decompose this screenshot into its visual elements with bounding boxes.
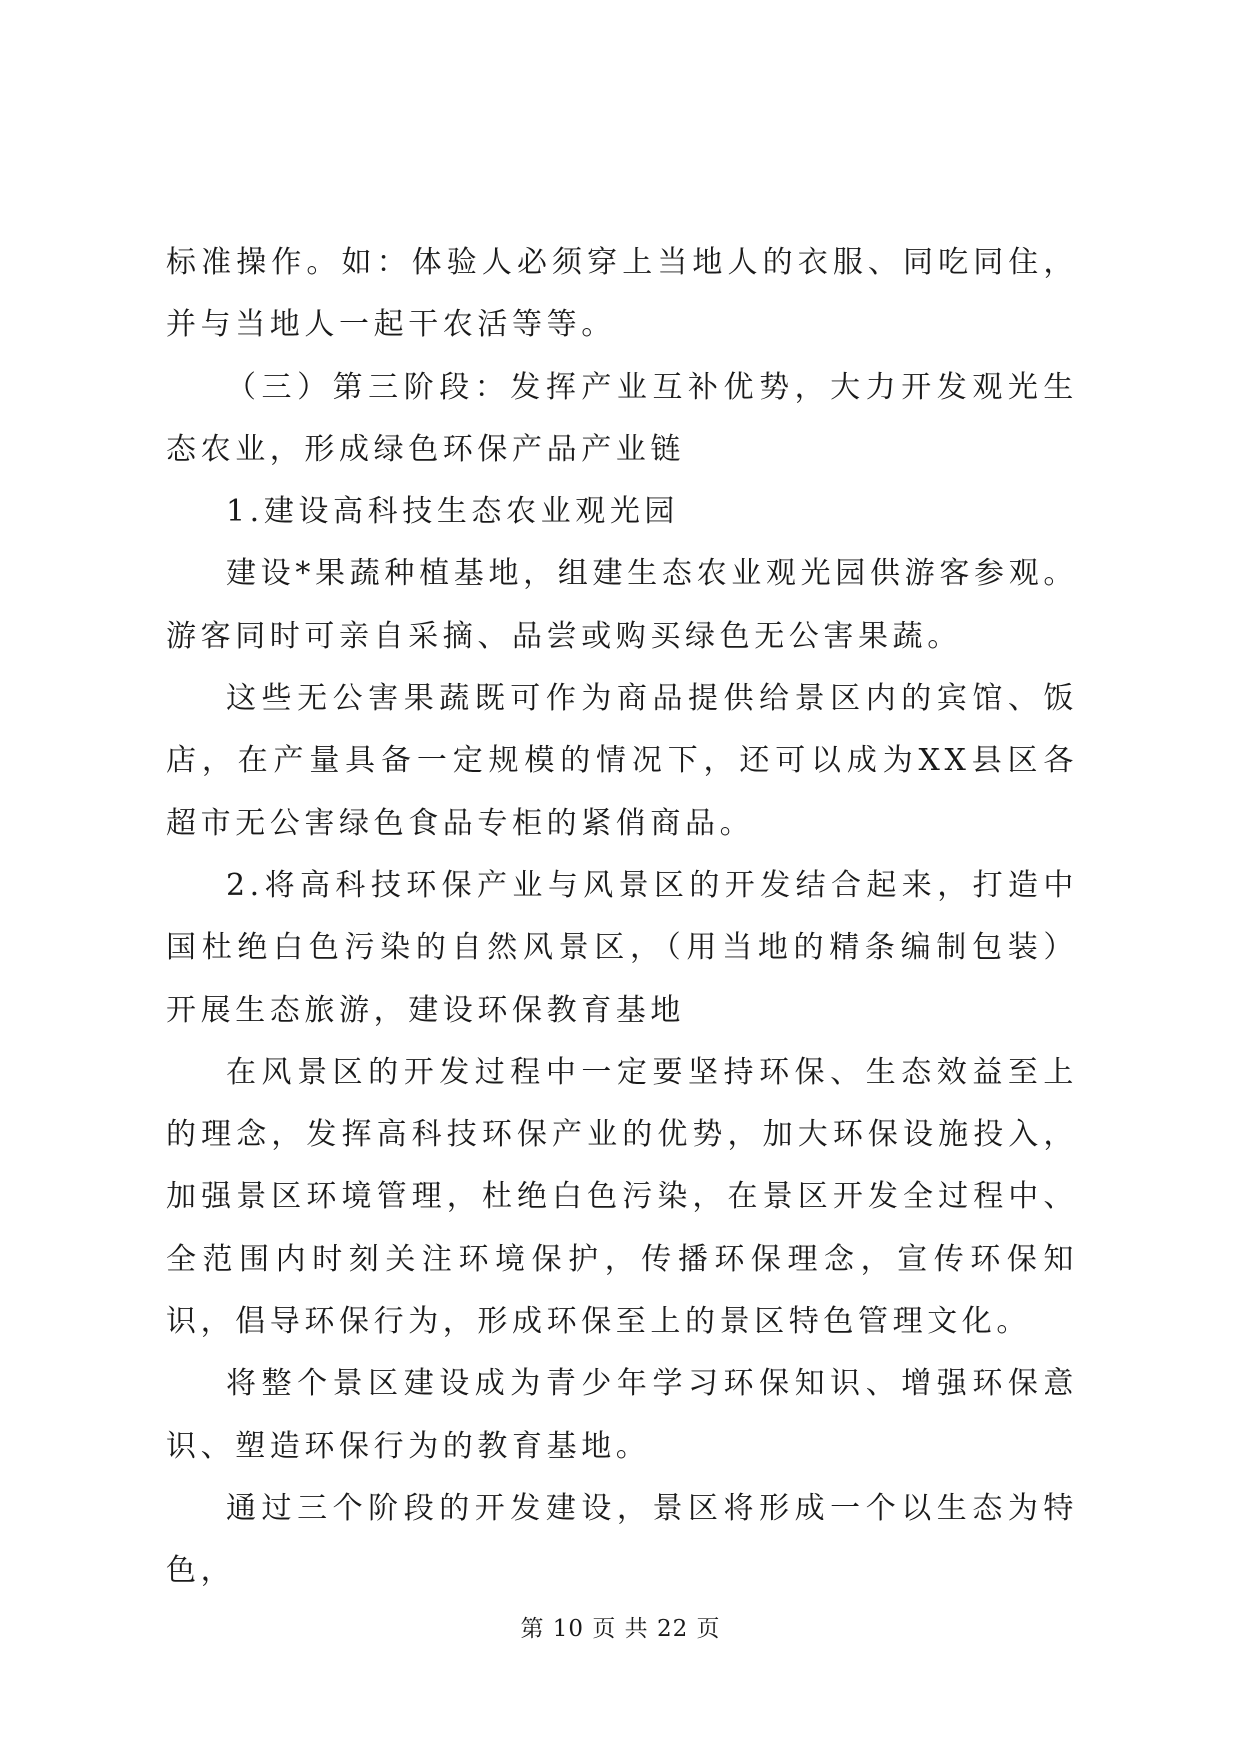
paragraph-summary: 通过三个阶段的开发建设，景区将形成一个以生态为特色， <box>166 1490 1078 1589</box>
subheading-eco-scenic-area: 2.将高科技环保产业与风景区的开发结合起来，打造中国杜绝白色污染的自然风景区，（用当地的精条编制包装）开展生态旅游，建设环保教育基地 <box>166 867 1078 1028</box>
paragraph-organic-produce: 这些无公害果蔬既可作为商品提供给景区内的宾馆、饭店，在产量具备一定规模的情况下，还可以成为XX县区各超市无公害绿色食品专柜的紧俏商品。 <box>166 681 1078 841</box>
page-number-footer: 第 10 页 共 22 页 <box>520 1616 721 1642</box>
section-heading-phase-three: （三）第三阶段：发挥产业互补优势，大力开发观光生态农业，形成绿色环保产品产业链 <box>166 369 1078 467</box>
paragraph-fruit-base: 建设*果蔬种植基地，组建生态农业观光园供游客参观。游客同时可亲自采摘、品尝或购买绿色无公害果蔬。 <box>166 556 1078 654</box>
document-body <box>166 232 1078 1603</box>
paragraph-education-base: 将整个景区建设成为青少年学习环保知识、增强环保意识、塑造环保行为的教育基地。 <box>166 1366 1078 1464</box>
paragraph-environmental-management: 在风景区的开发过程中一定要坚持环保、生态效益至上的理念，发挥高科技环保产业的优势，加大环保设施投入，加强景区环境管理，杜绝白色污染，在景区开发全过程中、全范围内时刻关注环境保护，传播环保理念，宣传环保知识，倡导环保行为，形成环保至上的景区特色管理文化。 <box>166 1054 1078 1340</box>
paragraph-continuation: 标准操作。如：体验人必须穿上当地人的衣服、同吃同住，并与当地人一起干农活等等。 <box>166 245 1078 343</box>
subheading-eco-park: 1.建设高科技生态农业观光园 <box>226 494 680 530</box>
